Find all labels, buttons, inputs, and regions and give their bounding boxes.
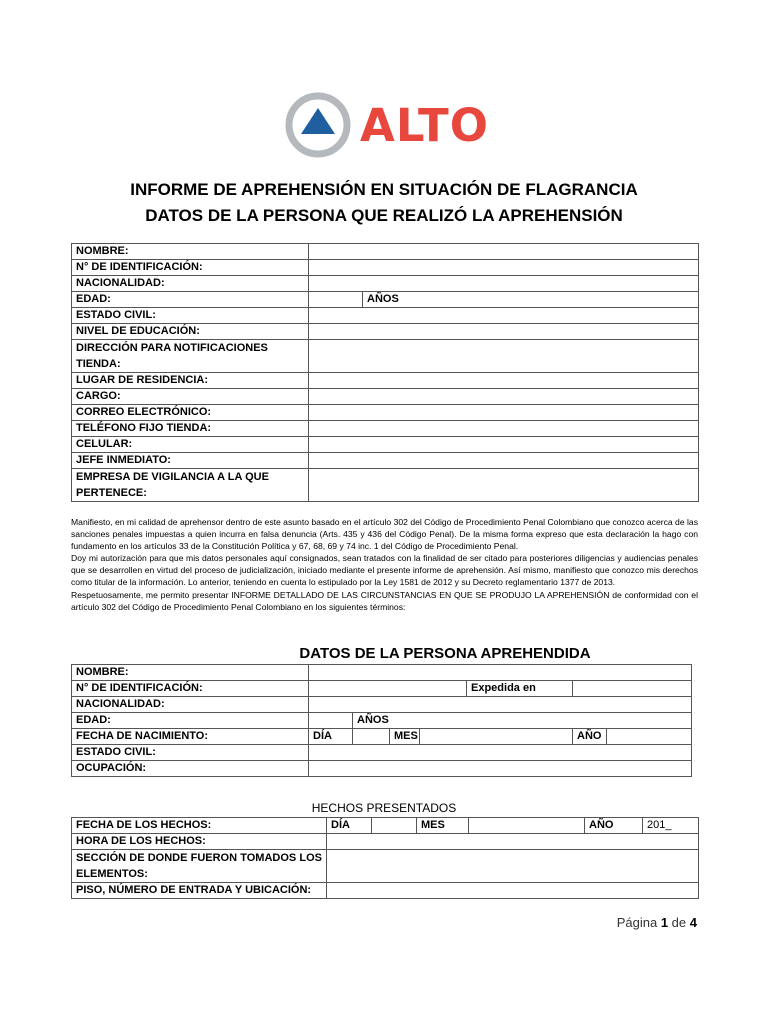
- field-label: CARGO:: [72, 389, 309, 405]
- table-row: [72, 834, 699, 850]
- mes-input[interactable]: [420, 729, 573, 745]
- paragraph: Doy mi autorización para que mis datos personales aquí consignados, sean tratados con la finalidad de ser citado para posteriores diligencias y audiencias penales que se desarrollen en virtud del proceso de judicialización, iniciado mediante el presente informe de aprehensión. Así mismo, manifiesto que conozco mis derechos como titular de la información. Lo anterior, teniendo en cuenta lo estipulado por la Ley 1581 de 2012 y su Decreto reglamentario 1377 de 2013.: [71, 553, 698, 588]
- nombre-input[interactable]: [309, 665, 692, 681]
- table-row: [72, 818, 699, 834]
- field-label: NOMBRE:: [72, 665, 309, 681]
- table-row: [72, 389, 699, 405]
- table-row: [72, 405, 699, 421]
- dia-input[interactable]: [353, 729, 390, 745]
- table-row: [72, 850, 699, 883]
- declaration-text: [71, 516, 698, 613]
- anos-label: AÑOS: [353, 713, 692, 729]
- document-title: INFORME DE APREHENSIÓN EN SITUACIÓN DE FLAGRANCIA: [130, 180, 638, 199]
- hora-input[interactable]: [327, 834, 699, 850]
- table-row: [72, 421, 699, 437]
- brand-name: ALTO: [360, 98, 490, 152]
- edad-input[interactable]: [309, 713, 353, 729]
- ano-input[interactable]: [607, 729, 692, 745]
- table-row: [72, 761, 692, 777]
- estado-civil-input[interactable]: [309, 745, 692, 761]
- table-row: [72, 437, 699, 453]
- field-label: EMPRESA DE VIGILANCIA A LA QUE PERTENECE:: [72, 469, 309, 502]
- field-label: NOMBRE:: [72, 244, 309, 260]
- expedida-label: Expedida en: [467, 681, 573, 697]
- field-label: N° DE IDENTIFICACIÓN:: [72, 681, 309, 697]
- ano-label: AÑO: [573, 729, 607, 745]
- field-label: CELULAR:: [72, 437, 309, 453]
- empresa-input[interactable]: [309, 469, 699, 502]
- mes-label: MES: [417, 818, 469, 834]
- field-label: OCUPACIÓN:: [72, 761, 309, 777]
- dia-label: DÍA: [309, 729, 353, 745]
- field-label: ESTADO CIVIL:: [72, 308, 309, 324]
- ano-label: AÑO: [585, 818, 643, 834]
- seccion-input[interactable]: [327, 850, 699, 883]
- aprehensor-table: [71, 243, 699, 502]
- table-row: [72, 276, 699, 292]
- nivel-educacion-input[interactable]: [309, 324, 699, 340]
- anos-label: AÑOS: [363, 292, 699, 308]
- page-of: de: [671, 915, 687, 930]
- identificacion-input[interactable]: [309, 260, 699, 276]
- field-label: PISO, NÚMERO DE ENTRADA Y UBICACIÓN:: [72, 883, 327, 899]
- page-label: Página: [616, 915, 658, 930]
- aprehendida-table: [71, 664, 692, 777]
- field-label: HORA DE LOS HECHOS:: [72, 834, 327, 850]
- table-row: [72, 729, 692, 745]
- table-row: [72, 244, 699, 260]
- field-label: JEFE INMEDIATO:: [72, 453, 309, 469]
- table-row: [72, 469, 699, 502]
- jefe-input[interactable]: [309, 453, 699, 469]
- mes-label: MES: [390, 729, 420, 745]
- aprehendida-title: DATOS DE LA PERSONA APREHENDIDA: [299, 645, 591, 662]
- ocupacion-input[interactable]: [309, 761, 692, 777]
- field-label: EDAD:: [72, 292, 309, 308]
- table-row: [72, 681, 692, 697]
- field-label: FECHA DE LOS HECHOS:: [72, 818, 327, 834]
- table-row: [72, 665, 692, 681]
- table-row: [72, 883, 699, 899]
- expedida-input[interactable]: [573, 681, 692, 697]
- paragraph: Respetuosamente, me permito presentar INFORME DETALLADO DE LAS CIRCUNSTANCIAS EN QUE SE PRODUJO LA APREHENSIÓN de conformidad con el artículo 302 del Código de Procedimiento Penal Colombiano en los siguientes términos:: [71, 589, 698, 612]
- dia-label: DÍA: [327, 818, 372, 834]
- field-label: NIVEL DE EDUCACIÓN:: [72, 324, 309, 340]
- page-total: 4: [689, 915, 697, 930]
- table-row: [72, 308, 699, 324]
- direccion-input[interactable]: [309, 340, 699, 373]
- dia-input[interactable]: [372, 818, 417, 834]
- field-label: TELÉFONO FIJO TIENDA:: [72, 421, 309, 437]
- table-row: [72, 713, 692, 729]
- table-row: [72, 324, 699, 340]
- field-label: FECHA DE NACIMIENTO:: [72, 729, 309, 745]
- hechos-table: [71, 817, 699, 899]
- table-row: [72, 697, 692, 713]
- field-label: EDAD:: [72, 713, 309, 729]
- field-label: DIRECCIÓN PARA NOTIFICACIONES TIENDA:: [72, 340, 309, 373]
- field-label: LUGAR DE RESIDENCIA:: [72, 373, 309, 389]
- brand-logo: [284, 90, 489, 160]
- estado-civil-input[interactable]: [309, 308, 699, 324]
- ano-input[interactable]: 201_: [643, 818, 699, 834]
- celular-input[interactable]: [309, 437, 699, 453]
- piso-input[interactable]: [327, 883, 699, 899]
- mes-input[interactable]: [469, 818, 585, 834]
- cargo-input[interactable]: [309, 389, 699, 405]
- table-row: [72, 453, 699, 469]
- correo-input[interactable]: [309, 405, 699, 421]
- triangle-circle-icon: [284, 91, 352, 159]
- nacionalidad-input[interactable]: [309, 276, 699, 292]
- nombre-input[interactable]: [309, 244, 699, 260]
- table-row: [72, 292, 699, 308]
- nacionalidad-input[interactable]: [309, 697, 692, 713]
- field-label: SECCIÓN DE DONDE FUERON TOMADOS LOS ELEMENTOS:: [72, 850, 327, 883]
- hechos-title: HECHOS PRESENTADOS: [311, 801, 457, 815]
- table-row: [72, 745, 692, 761]
- identificacion-input[interactable]: [309, 681, 467, 697]
- table-row: [72, 260, 699, 276]
- page-number: [617, 915, 697, 930]
- field-label: NACIONALIDAD:: [72, 276, 309, 292]
- field-label: ESTADO CIVIL:: [72, 745, 309, 761]
- paragraph: Manifiesto, en mi calidad de aprehensor dentro de este asunto basado en el artículo 302 del Código de Procedimiento Penal Colombiano que conozco acerca de las sanciones penales impuestas a quien incurra en falsa denuncia (Arts. 435 y 436 del Código Penal). De la misma forma expreso que esta declaración la hago con fundamento en los artículos 33 de la Constitución Política y 67, 68, 69 y 74 inc. 1 del Código de Procedimiento Penal.: [71, 517, 698, 552]
- lugar-residencia-input[interactable]: [309, 373, 699, 389]
- document-subtitle: DATOS DE LA PERSONA QUE REALIZÓ LA APREHENSIÓN: [145, 206, 623, 225]
- field-label: CORREO ELECTRÓNICO:: [72, 405, 309, 421]
- table-row: [72, 373, 699, 389]
- page-current: 1: [660, 915, 669, 930]
- table-row: [72, 340, 699, 373]
- telefono-input[interactable]: [309, 421, 699, 437]
- field-label: N° DE IDENTIFICACIÓN:: [72, 260, 309, 276]
- edad-input[interactable]: [309, 292, 363, 308]
- field-label: NACIONALIDAD:: [72, 697, 309, 713]
